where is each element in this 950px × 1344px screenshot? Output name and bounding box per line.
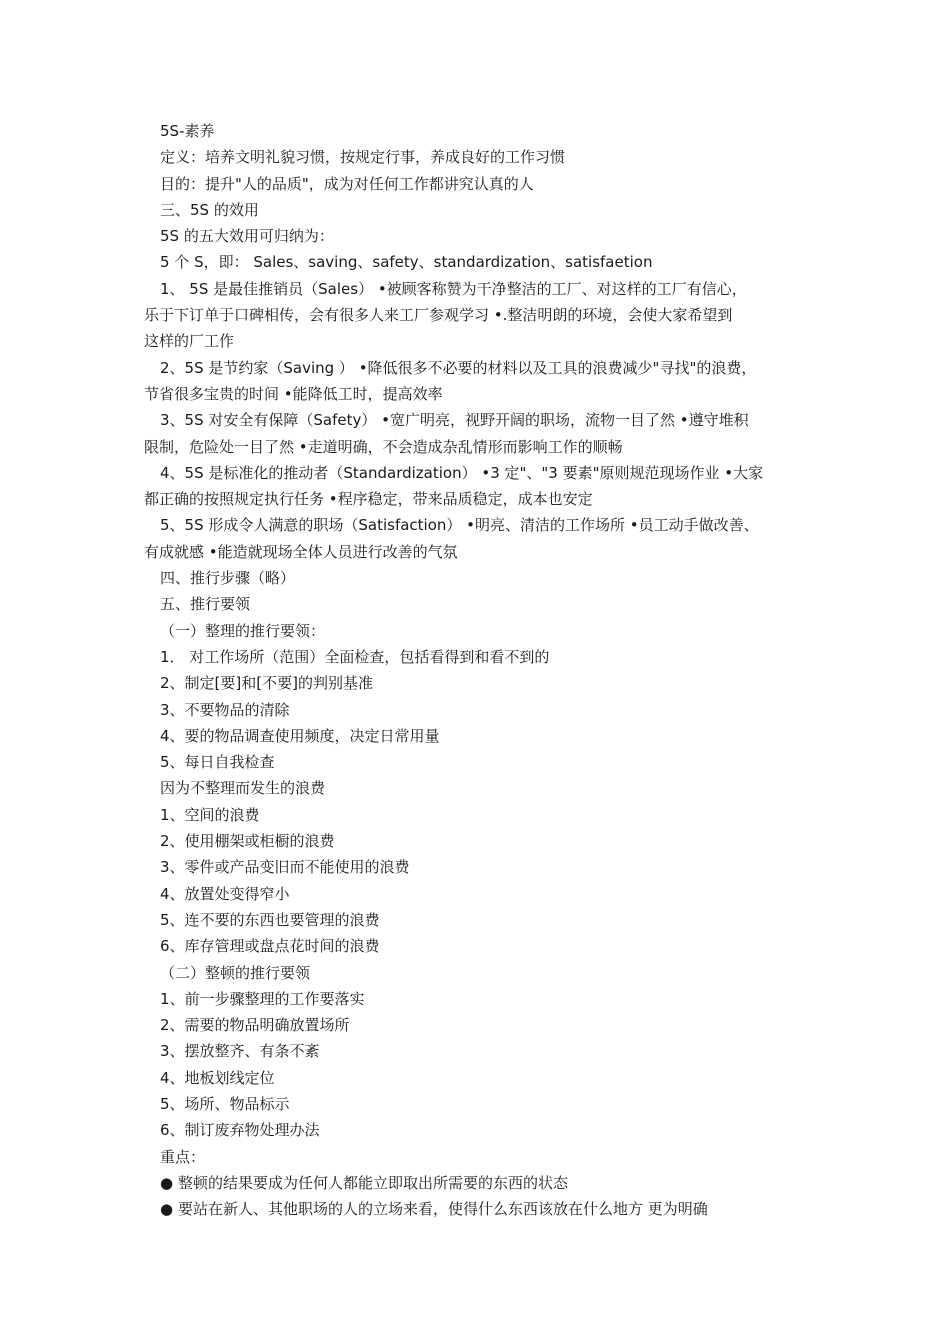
text-line: 5、连不要的东西也要管理的浪费 (160, 910, 380, 929)
text-line: 都正确的按照规定执行任务 •程序稳定，带来品质稳定，成本也安定 (144, 490, 593, 509)
text-line: 1、空间的浪费 (160, 805, 260, 824)
text-line: 4、要的物品调查使用频度，决定日常用量 (160, 726, 440, 745)
text-line: 乐于下订单于口碑相传，会有很多人来工厂参观学习 •.整洁明朗的环境，会使大家希望到 (144, 306, 733, 325)
text-line: 5、场所、物品标示 (160, 1094, 290, 1113)
text-line: 这样的厂工作 (144, 332, 235, 351)
bullet-text: 整顿的结果要成为任何人都能立即取出所需要的东西的状态 (178, 1173, 569, 1192)
text-line: 四、推行步骤（略） (160, 569, 296, 588)
text-line: 三、5S 的效用 (160, 200, 259, 219)
bullet-icon: ● (160, 1200, 174, 1219)
text-line: 4、放置处变得窄小 (160, 884, 290, 903)
text-line: 有成就感 •能造就现场全体人员进行改善的气氛 (144, 542, 458, 561)
text-line: 节省很多宝贵的时间 •能降低工时，提高效率 (144, 384, 443, 403)
text-line: 3、摆放整齐、有条不紊 (160, 1042, 320, 1061)
bullet-text: 要站在新人、其他职场的人的立场来看，使得什么东西该放在什么地方 更为明确 (178, 1200, 708, 1219)
text-line: 2、需要的物品明确放置场所 (160, 1016, 350, 1035)
text-line: 1、 5S 是最佳推销员（Sales） •被顾客称赞为干净整洁的工厂、对这样的工厂有信心， (160, 279, 747, 298)
text-line: （二）整顿的推行要领 (160, 963, 311, 982)
text-line: 5S-素养 (160, 122, 215, 140)
text-line: 4、地板划线定位 (160, 1068, 275, 1087)
text-line: 五、推行要领 (160, 595, 251, 614)
text-line: 2、使用棚架或柜橱的浪费 (160, 832, 335, 851)
text-line: 3、零件或产品变旧而不能使用的浪费 (160, 858, 410, 877)
text-line: 2、制定[要]和[不要]的判别基准 (160, 674, 373, 693)
text-line: 5、5S 形成令人满意的职场（Satisfaction） •明亮、清洁的工作场所 •员工动手做改善、 (160, 516, 759, 535)
bullet-item (0, 1170, 950, 1196)
text-line: 1． 对工作场所（范围）全面检查，包括看得到和看不到的 (160, 647, 550, 666)
text-line: 3、5S 对安全有保障（Safety） •宽广明亮，视野开阔的职场，流物一目了然 •遵守堆积 (160, 411, 749, 430)
text-line: 目的：提升"人的品质"，成为对任何工作都讲究认真的人 (160, 174, 534, 193)
document-body (0, 118, 950, 1222)
text-line: 2、5S 是节约家（Saving ） •降低很多不必要的材料以及工具的浪费减少"寻找"的浪费， (160, 358, 757, 377)
text-line: 3、不要物品的清除 (160, 700, 290, 719)
text-line: 5 个 S，即： Sales、saving、safety、standardization、satisfaetion (160, 253, 653, 272)
bullet-icon: ● (160, 1173, 174, 1192)
text-line: 5S 的五大效用可归纳为： (160, 227, 334, 246)
text-line: （一）整理的推行要领： (160, 621, 326, 640)
text-line: 5、每日自我检查 (160, 753, 275, 772)
text-line: 因为不整理而发生的浪费 (160, 779, 326, 798)
text-line: 重点： (160, 1147, 206, 1166)
text-line: 定义：培养文明礼貌习惯，按规定行事，养成良好的工作习惯 (160, 148, 566, 167)
text-line: 1、前一步骤整理的工作要落实 (160, 989, 365, 1008)
bullet-item (0, 1196, 950, 1222)
text-line: 6、制订废弃物处理办法 (160, 1121, 320, 1140)
text-line: 限制，危险处一目了然 •走道明确，不会造成杂乱情形而影响工作的顺畅 (144, 437, 623, 456)
text-line: 4、5S 是标准化的推动者（Standardization） •3 定"、"3 要素"原则规范现场作业 •大家 (160, 463, 764, 482)
text-line: 6、库存管理或盘点花时间的浪费 (160, 937, 380, 956)
